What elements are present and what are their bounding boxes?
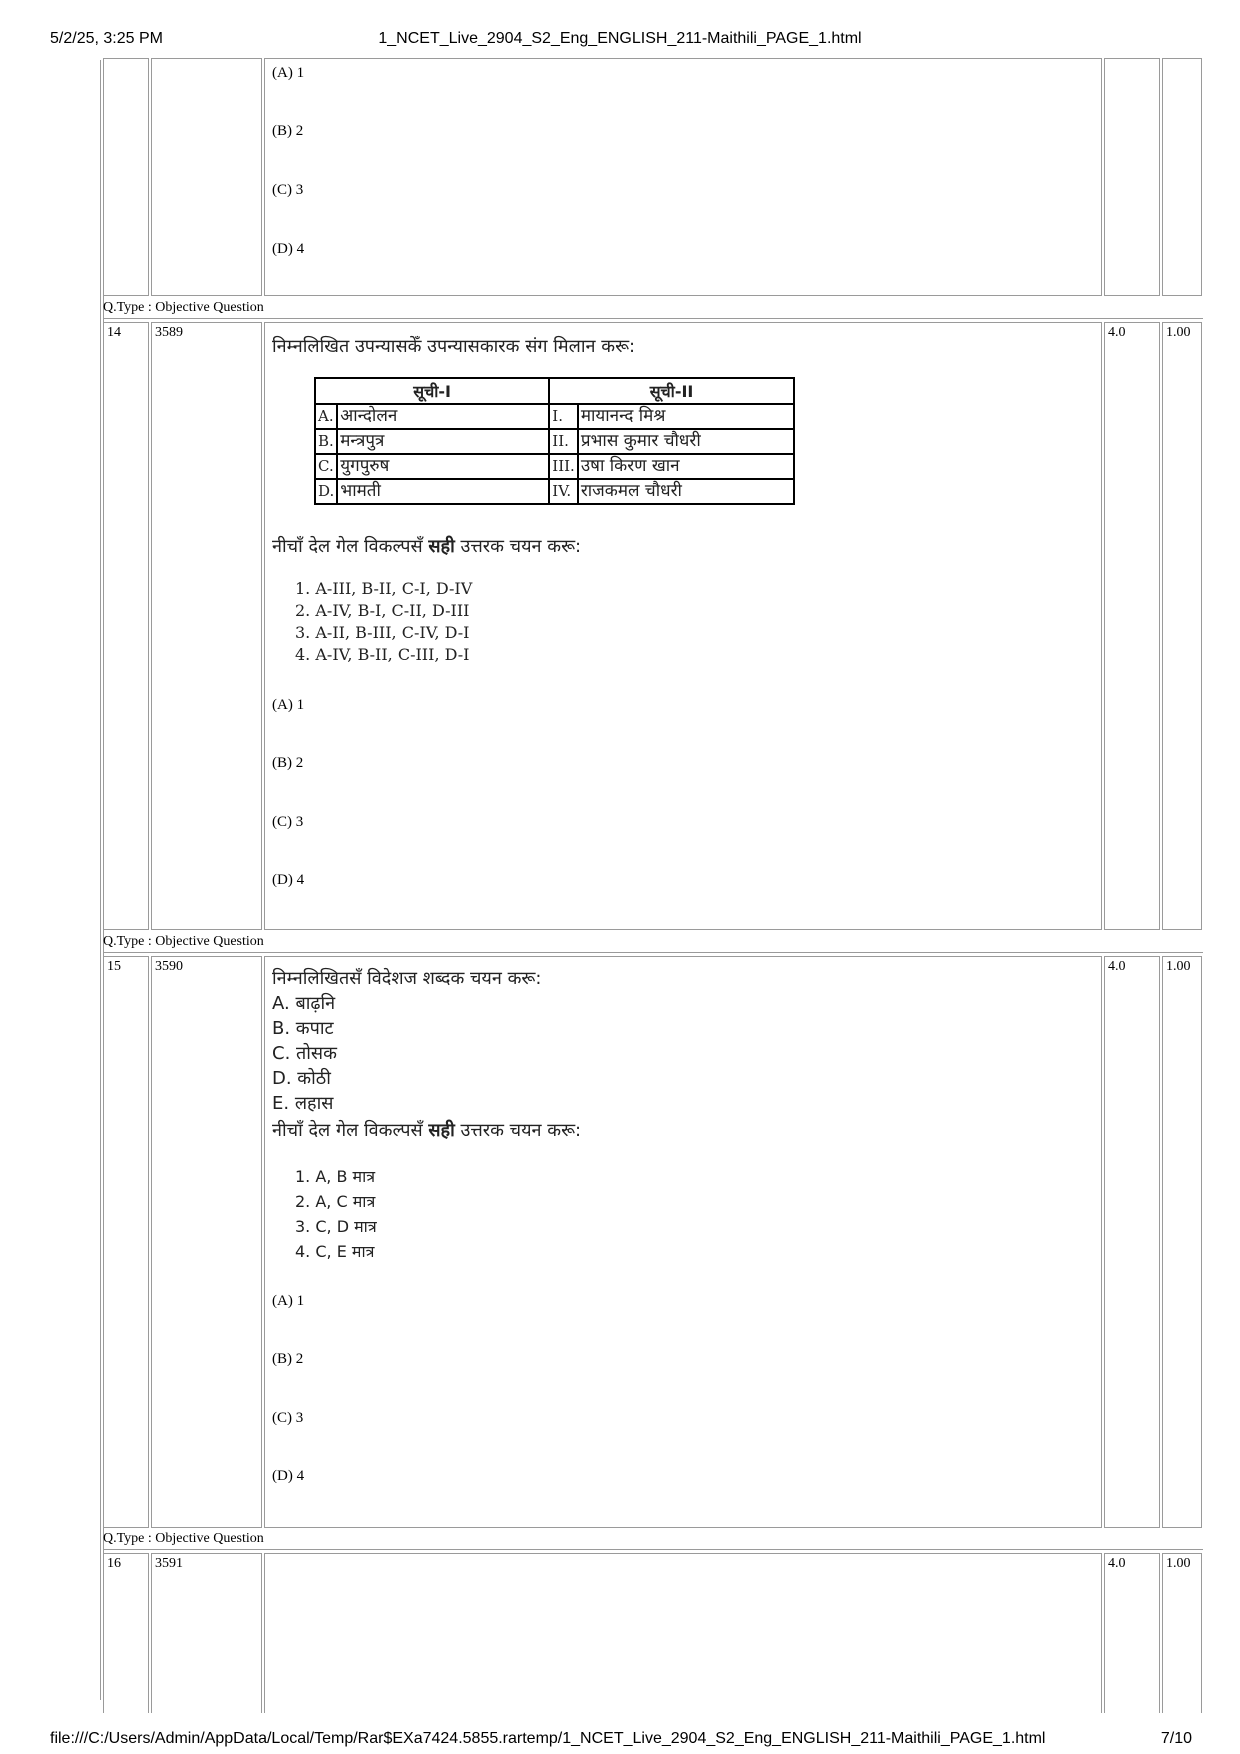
list-item: 4. C, E मात्र [295,1242,375,1261]
instruction-suffix: उत्तरक चयन करू: [454,1120,582,1141]
question-marks: 4.0 [1108,325,1126,340]
cell-qid-16 [151,1553,262,1713]
question-type-label: Q.Type : Objective Question [103,300,264,315]
list-item: 4. A-IV, B-II, C-III, D-I [295,645,470,664]
option-d: (D) 4 [272,872,305,888]
question-marks: 4.0 [1108,959,1126,974]
list-2-value: राजकमल चौधरी [578,479,794,504]
list-2-value: मायानन्द मिश्र [578,404,794,429]
option-b: (B) 2 [272,123,304,139]
list-1-key: A. [315,404,337,429]
list-1-value: युगपुरुष [337,454,549,479]
list-1-value: आन्दोलन [337,404,549,429]
cell-marks-prev [1104,58,1160,296]
question-id: 3589 [155,325,183,340]
list-2-key: IV. [549,479,578,504]
negative-marks: 1.00 [1166,1556,1191,1571]
option-a: (A) 1 [272,65,305,81]
option-c: (C) 3 [272,814,304,830]
cell-sno-15 [103,956,149,1528]
cell-qid-14 [151,322,262,930]
table-outer-border-left [100,60,101,1700]
instruction-prefix: नीचाँ देल गेल विकल्पसँ [272,536,429,557]
file-path: file:///C:/Users/Admin/AppData/Local/Temp/Rar$EXa7424.5855.rartemp/1_NCET_Live_2904_S2_Eng_ENGLISH_211-Maithili_PAGE_1.html [50,1730,1046,1747]
list-item: A. बाढ़नि [272,993,336,1014]
cell-neg-14 [1162,322,1202,930]
print-title: 1_NCET_Live_2904_S2_Eng_ENGLISH_211-Maithili_PAGE_1.html [378,30,862,47]
option-a: (A) 1 [272,697,305,713]
item-list [272,991,337,1116]
row-divider [103,1549,1203,1550]
option-b: (B) 2 [272,755,304,771]
page-number: 7/10 [1160,1730,1192,1747]
instruction-text [272,1118,581,1142]
cell-neg-16 [1162,1553,1202,1713]
question-serial: 15 [107,959,121,974]
print-timestamp: 5/2/25, 3:25 PM [50,30,163,47]
cell-marks-16 [1104,1553,1160,1713]
list-1-value: मन्त्रपुत्र [337,429,549,454]
negative-marks: 1.00 [1166,959,1191,974]
list-2-key: I. [549,404,578,429]
option-a: (A) 1 [272,1293,305,1309]
list-2-key: II. [549,429,578,454]
instruction-emphasis: सही [428,536,455,557]
cell-sno-prev [103,58,149,296]
negative-marks: 1.00 [1166,325,1191,340]
question-serial: 16 [107,1556,121,1571]
question-marks: 4.0 [1108,1556,1126,1571]
list-item: D. कोठी [272,1068,331,1089]
table-row [315,404,794,429]
option-d: (D) 4 [272,241,305,257]
list-1-header: सूची-I [315,378,549,404]
choice-list [295,1164,377,1264]
list-item: B. कपाट [272,1018,334,1039]
question-type-label: Q.Type : Objective Question [103,1531,264,1546]
cell-question-prev [264,58,1102,296]
match-table [314,377,795,505]
cell-qid-prev [151,58,262,296]
list-item: 3. A-II, B-III, C-IV, D-I [295,623,470,642]
list-2-key: III. [549,454,578,479]
question-id: 3590 [155,959,183,974]
instruction-prefix: नीचाँ देल गेल विकल्पसँ [272,1120,429,1141]
cell-neg-prev [1162,58,1202,296]
list-item: 2. A, C मात्र [295,1192,376,1211]
list-item: 1. A, B मात्र [295,1167,376,1186]
table-row [315,429,794,454]
instruction-suffix: उत्तरक चयन करू: [454,536,582,557]
list-2-value: प्रभास कुमार चौधरी [578,429,794,454]
cell-marks-15 [1104,956,1160,1528]
choice-list [295,578,472,666]
row-divider [103,952,1203,953]
list-item: 3. C, D मात्र [295,1217,377,1236]
list-item: E. लहास [272,1093,334,1114]
row-divider [103,318,1203,319]
list-1-key: C. [315,454,337,479]
option-c: (C) 3 [272,182,304,198]
option-d: (D) 4 [272,1468,305,1484]
list-item: 2. A-IV, B-I, C-II, D-III [295,601,470,620]
question-serial: 14 [107,325,121,340]
question-type-label: Q.Type : Objective Question [103,934,264,949]
list-item: 1. A-III, B-II, C-I, D-IV [295,579,473,598]
table-row [315,479,794,504]
list-item: C. तोसक [272,1043,337,1064]
cell-qid-15 [151,956,262,1528]
cell-marks-14 [1104,322,1160,930]
question-id: 3591 [155,1556,183,1571]
list-1-key: B. [315,429,337,454]
question-text: निम्नलिखित उपन्यासकेँ उपन्यासकारक संग मिलान करू: [272,336,636,357]
table-row [315,454,794,479]
list-2-header: सूची-II [549,378,794,404]
cell-question-16 [264,1553,1102,1713]
cell-sno-14 [103,322,149,930]
cell-sno-16 [103,1553,149,1713]
option-c: (C) 3 [272,1410,304,1426]
instruction-text [272,534,581,558]
instruction-emphasis: सही [428,1120,455,1141]
cell-question-15 [264,956,1102,1528]
question-text: निम्नलिखितसँ विदेशज शब्दक चयन करू: [272,968,542,989]
option-b: (B) 2 [272,1351,304,1367]
cell-neg-15 [1162,956,1202,1528]
list-2-value: उषा किरण खान [578,454,794,479]
list-1-key: D. [315,479,337,504]
list-1-value: भामती [337,479,549,504]
